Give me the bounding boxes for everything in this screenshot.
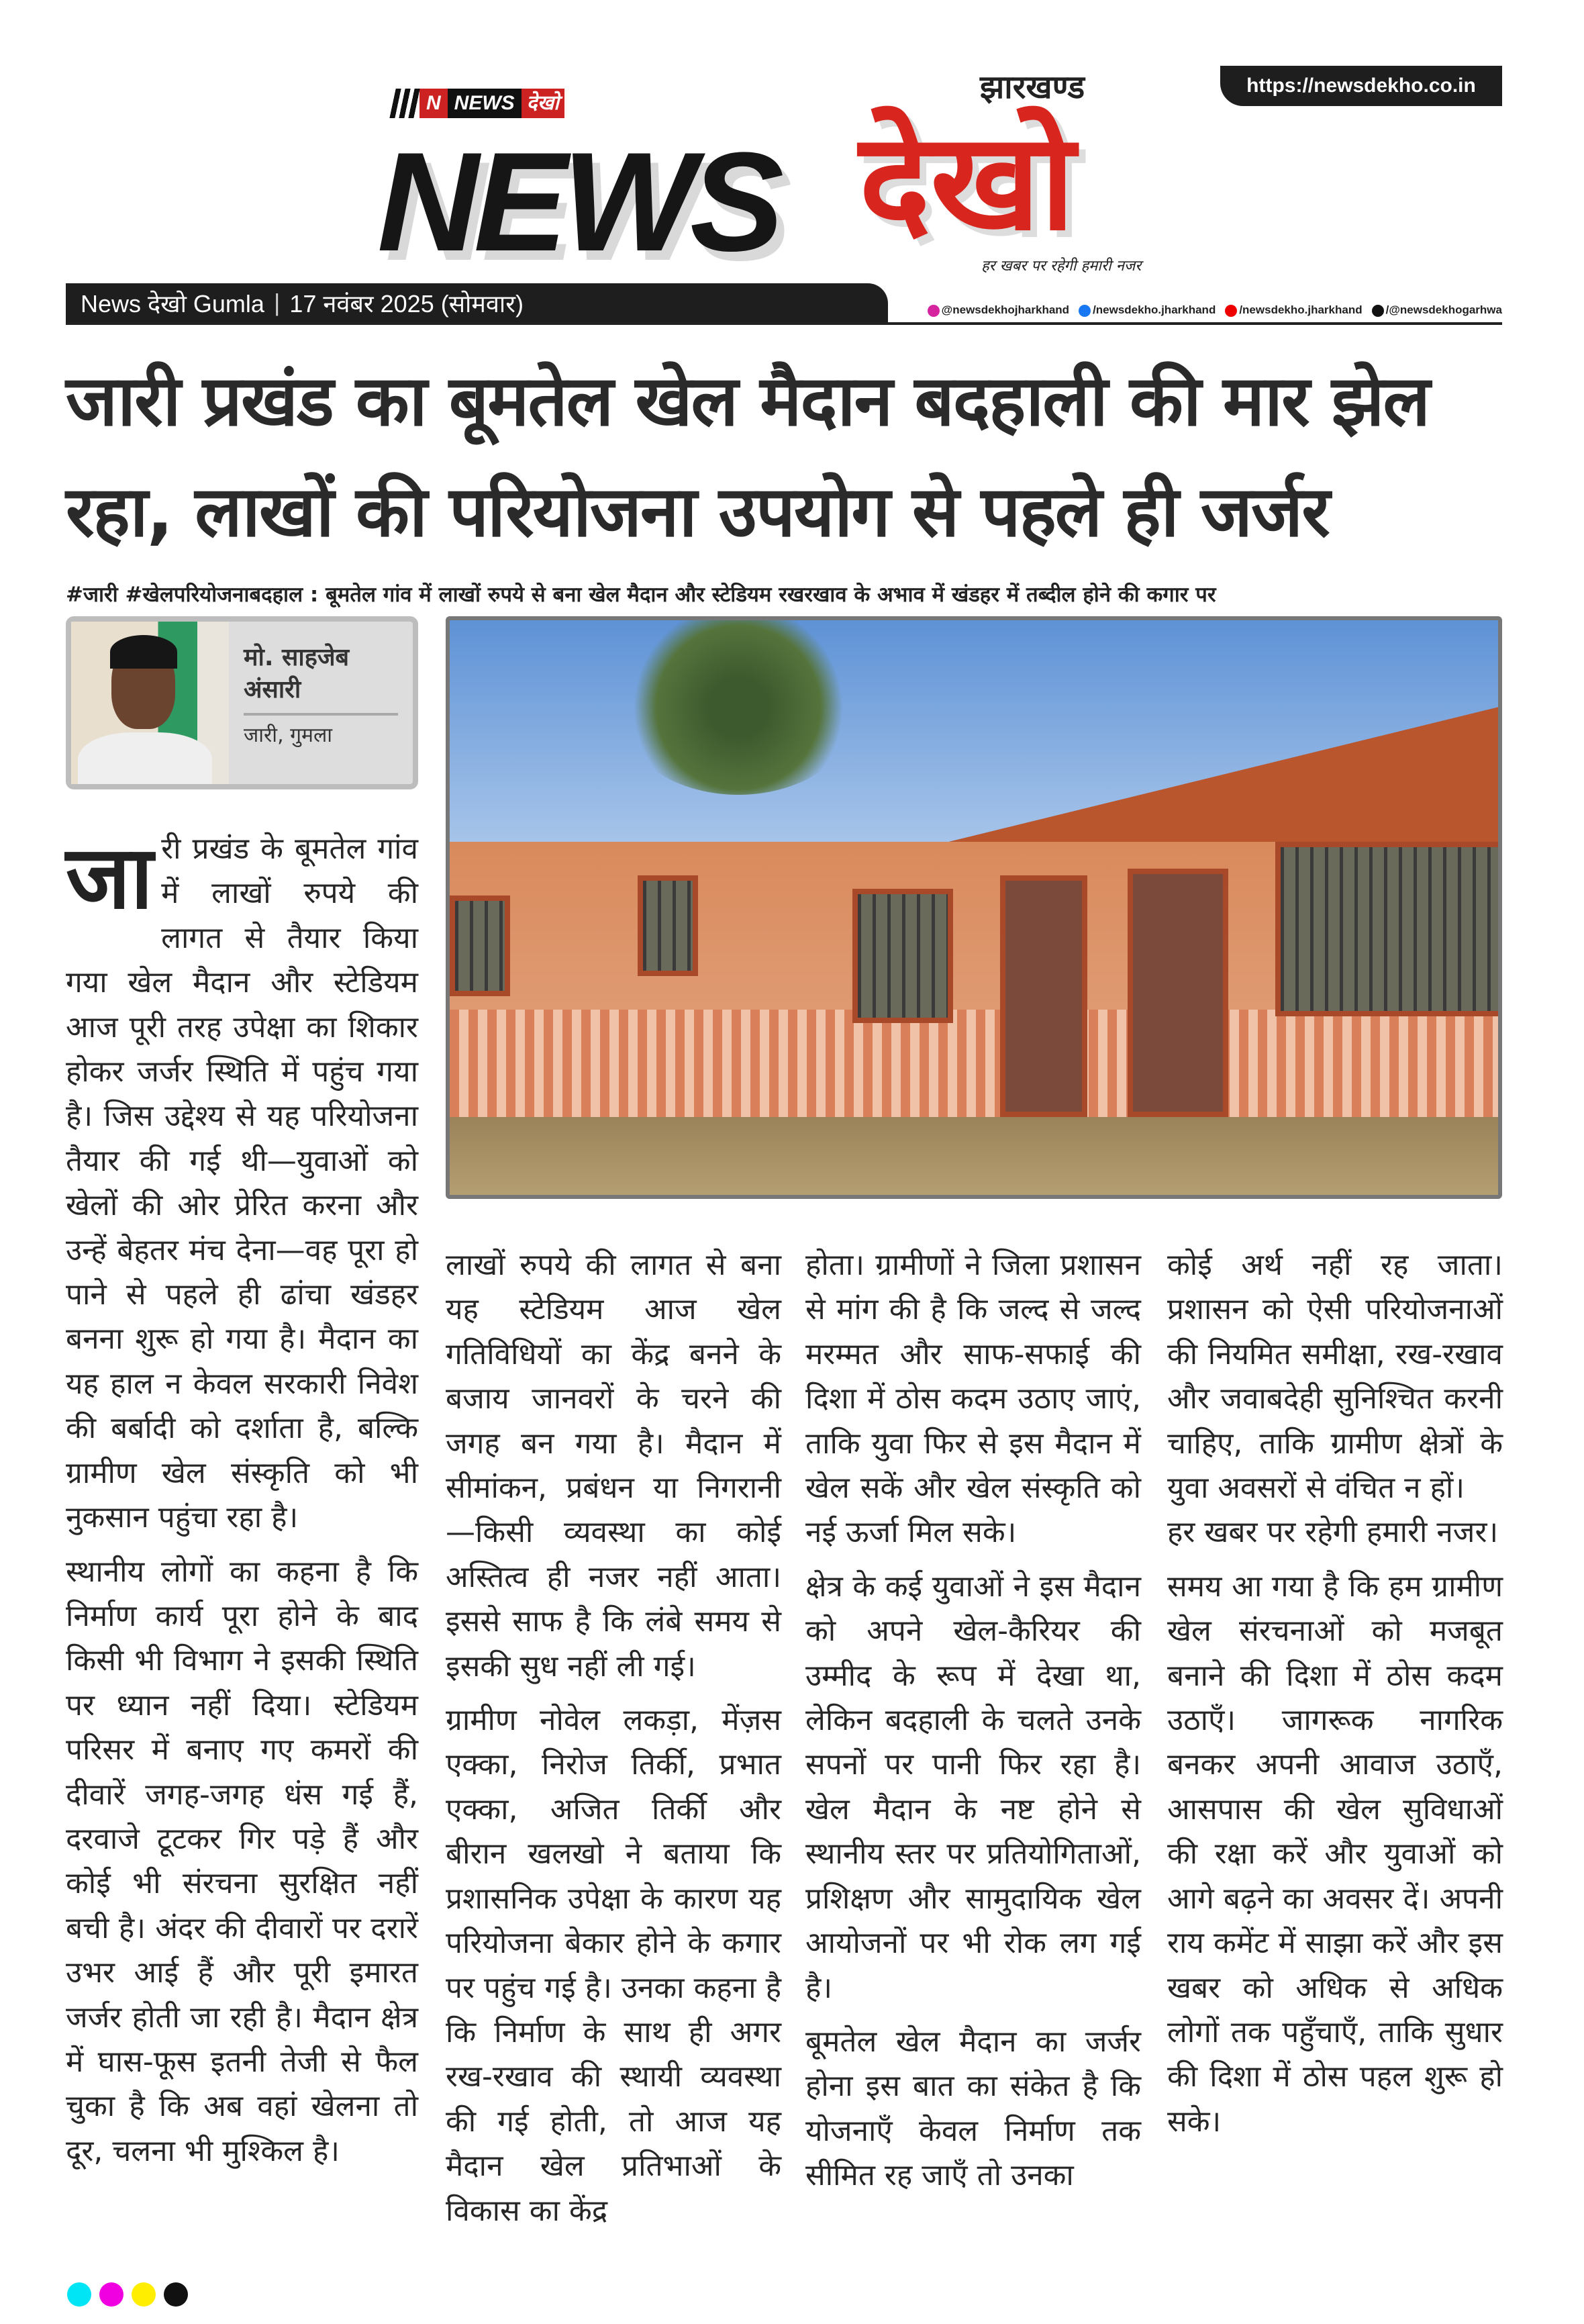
color-dot (164, 2282, 188, 2307)
social-link[interactable] (1372, 302, 1502, 318)
instagram-icon (928, 305, 940, 317)
mini-logo (393, 89, 564, 118)
logo-n: N (419, 89, 448, 118)
article-photo (446, 616, 1502, 1199)
paragraph: स्थानीय लोगों का कहना है कि निर्माण कार्य पूरा होने के बाद किसी भी विभाग ने इसकी स्थिति पर ध्यान नहीं दिया। स्टेडियम परिसर में बनाए गए कमरों की दीवारें जगह-जगह धंस गई हैं, दरवाजे टूटकर गिर पड़े हैं और कोई भी संरचना सुरक्षित नहीं बची है। अंदर की दीवारों पर दरारें उभर आई हैं और पूरी इमारत जर्जर होती जा रही है। मैदान क्षेत्र में घास-फूस इतनी तेजी से फैल चुका है कि अब वहां खेलना तो दूर, चलना भी मुश्किल है। (66, 1554, 418, 2168)
logo-tagline: हर खबर पर रहेगी हमारी नजर (981, 258, 1142, 275)
logo-state: झारखण्ड (980, 68, 1085, 106)
website-url[interactable]: https://newsdekho.co.in (1220, 66, 1502, 106)
article-column-3 (805, 1243, 1141, 2208)
edition-date-bar (66, 283, 888, 322)
logo-dekho: देखो (859, 104, 1075, 260)
headline (66, 346, 1542, 567)
cmyk-registration-marks (67, 2282, 188, 2307)
paragraph: कोई अर्थ नहीं रह जाता। प्रशासन को ऐसी परियोजनाओं की नियमित समीक्षा, रख-रखाव और जवाबदेही सुनिश्चित करनी चाहिए, ताकि ग्रामीण क्षेत्रों के युवा अवसरों से वंचित न हों। (1167, 1248, 1503, 1506)
color-dot (132, 2282, 156, 2307)
article-column-2 (446, 1243, 781, 2243)
author-name-1: मो. साहजेब (244, 644, 350, 671)
drop-cap: जा (66, 826, 154, 928)
social-link[interactable] (1225, 302, 1362, 318)
author-box (66, 616, 418, 789)
paragraph: बूमतेल खेल मैदान का जर्जर होना इस बात का संकेत है कि योजनाएँ केवल निर्माण तक सीमित रह जाएँ तो उनका (805, 2024, 1141, 2193)
divider (66, 322, 1502, 325)
mini-logo-dekho: देखो (522, 89, 564, 118)
separator: | (273, 289, 281, 316)
author-location: जारी, गुमला (244, 724, 333, 747)
social-link[interactable] (928, 302, 1069, 318)
author-photo (71, 622, 229, 784)
author-name-2: अंसारी (244, 676, 301, 704)
article-column-1 (66, 827, 418, 2183)
color-dot (99, 2282, 123, 2307)
headline-line-1: जारी प्रखंड का बूमतेल खेल मैदान बदहाली की मार झेल (66, 360, 1429, 442)
hashtag-summary: #जारी #खेलपरियोजनाबदहाल : बूमतेल गांव में लाखों रुपये से बना खेल मैदान और स्टेडियम रखरखाव के अभाव में खंडहर में तब्दील होने की कगार पर (66, 583, 1216, 607)
facebook-icon (1079, 305, 1091, 317)
edition: News देखो Gumla (81, 289, 264, 318)
paragraph: क्षेत्र के कई युवाओं ने इस मैदान को अपने खेल-कैरियर की उम्मीद के रूप में देखा था, लेकिन बदहाली के चलते उनके सपनों पर पानी फिर रहा है। खेल मैदान के नष्ट होने से स्थानीय स्तर पर प्रतियोगिताओं, प्रशिक्षण और सामुदायिक खेल आयोजनों पर भी रोक लग गई है। (805, 1569, 1141, 2005)
author-divider (244, 713, 398, 716)
headline-line-2: रहा, लाखों की परियोजना उपयोग से पहले ही जर्जर (66, 471, 1329, 552)
article-column-4 (1167, 1243, 1503, 2153)
social-links (923, 302, 1502, 318)
date: 17 नवंबर 2025 (सोमवार) (289, 289, 524, 318)
logo-bars-icon (389, 89, 422, 118)
social-handle: @newsdekhojharkhand (941, 303, 1070, 316)
x-icon (1372, 305, 1384, 317)
paragraph: ग्रामीण नोवेल लकड़ा, मेंज़स एक्का, निरोज तिर्की, प्रभात एक्का, अजित तिर्की और बीरान खलखो ने बताया कि प्रशासनिक उपेक्षा के कारण यह परियोजना बेकार होने के कगार पर पहुंच गई है। उनका कहना है कि निर्माण के साथ ही अगर रख-रखाव की स्थायी व्यवस्था की गई होती, तो आज यह मैदान खेल प्रतिभाओं के विकास का केंद्र (446, 1703, 781, 2228)
social-handle: /newsdekho.jharkhand (1093, 303, 1216, 316)
social-link[interactable] (1079, 302, 1216, 318)
social-handle: /@newsdekhogarhwa (1385, 303, 1502, 316)
paragraph: लाखों रुपये की लागत से बना यह स्टेडियम आज खेल गतिविधियों का केंद्र बनने के बजाय जानवरों के चरने की जगह बन गया है। मैदान में सीमांकन, प्रबंधन या निगरानी—किसी व्यवस्था का कोई अस्तित्व ही नजर नहीं आता। इससे साफ है कि लंबे समय से इसकी सुध नहीं ली गई। (446, 1248, 781, 1684)
youtube-icon (1225, 305, 1237, 317)
paragraph: हर खबर पर रहेगी हमारी नजर। (1167, 1515, 1499, 1550)
paragraph: समय आ गया है कि हम ग्रामीण खेल संरचनाओं को मजबूत बनाने की दिशा में ठोस कदम उठाएँ। जागरूक नागरिक बनकर अपनी आवाज उठाएँ, आसपास की खेल सुविधाओं की रक्षा करें और युवाओं को आगे बढ़ने का अवसर दें। अपनी राय कमेंट में साझा करें और इस खबर को अधिक से अधिक लोगों तक पहुँचाएँ, ताकि सुधार की दिशा में ठोस पहल शुरू हो सके। (1167, 1569, 1503, 2139)
color-dot (67, 2282, 91, 2307)
logo-news: NEWS (377, 123, 779, 281)
social-handle: /newsdekho.jharkhand (1239, 303, 1363, 316)
paragraph: होता। ग्रामीणों ने जिला प्रशासन से मांग की है कि जल्द से जल्द मरम्मत और साफ-सफाई की दिशा में ठोस कदम उठाए जाएं, ताकि युवा फिर से इस मैदान में खेल सकें और खेल संस्कृति को नई ऊर्जा मिल सके। (805, 1248, 1141, 1550)
mini-logo-news: NEWS (448, 89, 522, 118)
paragraph: री प्रखंड के बूमतेल गांव में लाखों रुपये की लागत से तैयार किया गया खेल मैदान और स्टेडियम आज पूरी तरह उपेक्षा का शिकार होकर जर्जर स्थिति में पहुंच गया है। जिस उद्देश्य से यह परियोजना तैयार की गई थी—युवाओं को खेलों की ओर प्रेरित करना और उन्हें बेहतर मंच देना—वह पूरा हो पाने से पहले ही ढांचा खंडहर बनना शुरू हो गया है। मैदान का यह हाल न केवल सरकारी निवेश की बर्बादी को दर्शाता है, बल्कि ग्रामीण खेल संस्कृति को भी नुकसान पहुंचा रहा है। (66, 832, 418, 1535)
